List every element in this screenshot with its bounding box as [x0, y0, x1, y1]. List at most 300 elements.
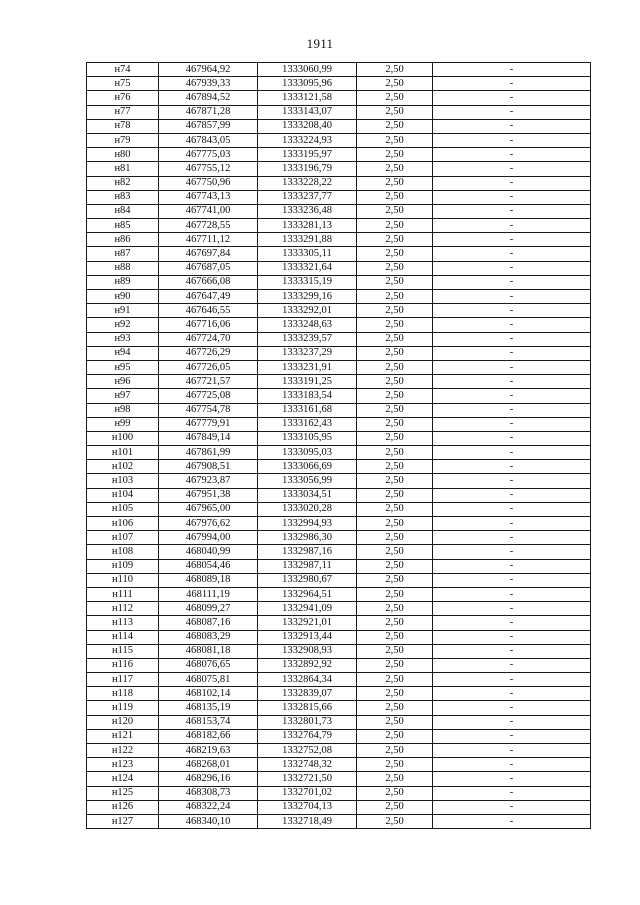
table-row: [87, 460, 591, 474]
table-row: [87, 375, 591, 389]
table-row: [87, 644, 591, 658]
x-coordinate-cell: 468322,24: [159, 800, 258, 814]
y-coordinate-cell: 1333224,93: [258, 133, 357, 147]
x-coordinate-cell: 467994,00: [159, 531, 258, 545]
point-label-cell: н91: [87, 304, 159, 318]
accuracy-cell: 2,50: [357, 431, 433, 445]
description-cell: -: [433, 389, 591, 403]
table-row: [87, 744, 591, 758]
point-label-cell: н105: [87, 502, 159, 516]
table-row: [87, 658, 591, 672]
x-coordinate-cell: 468340,10: [159, 814, 258, 828]
point-label-cell: н120: [87, 715, 159, 729]
table-row: [87, 190, 591, 204]
x-coordinate-cell: 468087,16: [159, 616, 258, 630]
point-label-cell: н75: [87, 77, 159, 91]
description-cell: -: [433, 786, 591, 800]
accuracy-cell: 2,50: [357, 573, 433, 587]
accuracy-cell: 2,50: [357, 673, 433, 687]
accuracy-cell: 2,50: [357, 701, 433, 715]
x-coordinate-cell: 467939,33: [159, 77, 258, 91]
point-label-cell: н98: [87, 403, 159, 417]
accuracy-cell: 2,50: [357, 233, 433, 247]
x-coordinate-cell: 467716,06: [159, 318, 258, 332]
y-coordinate-cell: 1332721,50: [258, 772, 357, 786]
y-coordinate-cell: 1333239,57: [258, 332, 357, 346]
y-coordinate-cell: 1333161,68: [258, 403, 357, 417]
point-label-cell: н95: [87, 360, 159, 374]
x-coordinate-cell: 467951,38: [159, 488, 258, 502]
table-row: [87, 715, 591, 729]
y-coordinate-cell: 1332908,93: [258, 644, 357, 658]
y-coordinate-cell: 1333321,64: [258, 261, 357, 275]
table-row: [87, 176, 591, 190]
x-coordinate-cell: 467741,00: [159, 204, 258, 218]
accuracy-cell: 2,50: [357, 715, 433, 729]
accuracy-cell: 2,50: [357, 630, 433, 644]
accuracy-cell: 2,50: [357, 190, 433, 204]
y-coordinate-cell: 1333248,63: [258, 318, 357, 332]
description-cell: -: [433, 701, 591, 715]
y-coordinate-cell: 1332964,51: [258, 587, 357, 601]
point-label-cell: н76: [87, 91, 159, 105]
description-cell: -: [433, 360, 591, 374]
y-coordinate-cell: 1333191,25: [258, 375, 357, 389]
point-label-cell: н118: [87, 687, 159, 701]
point-label-cell: н100: [87, 431, 159, 445]
x-coordinate-cell: 468296,16: [159, 772, 258, 786]
y-coordinate-cell: 1333095,96: [258, 77, 357, 91]
point-label-cell: н109: [87, 559, 159, 573]
accuracy-cell: 2,50: [357, 729, 433, 743]
table-row: [87, 814, 591, 828]
y-coordinate-cell: 1332994,93: [258, 517, 357, 531]
point-label-cell: н85: [87, 219, 159, 233]
table-row: [87, 559, 591, 573]
accuracy-cell: 2,50: [357, 800, 433, 814]
x-coordinate-cell: 468076,65: [159, 658, 258, 672]
table-row: [87, 275, 591, 289]
point-label-cell: н90: [87, 290, 159, 304]
point-label-cell: н119: [87, 701, 159, 715]
table-row: [87, 219, 591, 233]
y-coordinate-cell: 1332987,11: [258, 559, 357, 573]
x-coordinate-cell: 467775,03: [159, 148, 258, 162]
x-coordinate-cell: 467721,57: [159, 375, 258, 389]
accuracy-cell: 2,50: [357, 658, 433, 672]
description-cell: -: [433, 587, 591, 601]
point-label-cell: н101: [87, 446, 159, 460]
y-coordinate-cell: 1332986,30: [258, 531, 357, 545]
table-row: [87, 77, 591, 91]
x-coordinate-cell: 467755,12: [159, 162, 258, 176]
y-coordinate-cell: 1333231,91: [258, 360, 357, 374]
x-coordinate-cell: 468102,14: [159, 687, 258, 701]
accuracy-cell: 2,50: [357, 417, 433, 431]
accuracy-cell: 2,50: [357, 758, 433, 772]
x-coordinate-cell: 467724,70: [159, 332, 258, 346]
point-label-cell: н97: [87, 389, 159, 403]
table-row: [87, 119, 591, 133]
table-row: [87, 261, 591, 275]
point-label-cell: н88: [87, 261, 159, 275]
description-cell: -: [433, 403, 591, 417]
accuracy-cell: 2,50: [357, 91, 433, 105]
table-row: [87, 332, 591, 346]
point-label-cell: н126: [87, 800, 159, 814]
accuracy-cell: 2,50: [357, 687, 433, 701]
accuracy-cell: 2,50: [357, 162, 433, 176]
description-cell: -: [433, 318, 591, 332]
y-coordinate-cell: 1332764,79: [258, 729, 357, 743]
x-coordinate-cell: 467843,05: [159, 133, 258, 147]
accuracy-cell: 2,50: [357, 502, 433, 516]
description-cell: -: [433, 545, 591, 559]
x-coordinate-cell: 467894,52: [159, 91, 258, 105]
description-cell: -: [433, 474, 591, 488]
x-coordinate-cell: 467861,99: [159, 446, 258, 460]
accuracy-cell: 2,50: [357, 602, 433, 616]
accuracy-cell: 2,50: [357, 460, 433, 474]
accuracy-cell: 2,50: [357, 446, 433, 460]
x-coordinate-cell: 467779,91: [159, 417, 258, 431]
y-coordinate-cell: 1332748,32: [258, 758, 357, 772]
table-row: [87, 91, 591, 105]
accuracy-cell: 2,50: [357, 318, 433, 332]
page-number: 1911: [306, 36, 334, 51]
point-label-cell: н113: [87, 616, 159, 630]
x-coordinate-cell: 467647,49: [159, 290, 258, 304]
accuracy-cell: 2,50: [357, 63, 433, 77]
y-coordinate-cell: 1333066,69: [258, 460, 357, 474]
y-coordinate-cell: 1333095,03: [258, 446, 357, 460]
x-coordinate-cell: 468040,99: [159, 545, 258, 559]
x-coordinate-cell: 468135,19: [159, 701, 258, 715]
table-row: [87, 517, 591, 531]
y-coordinate-cell: 1332701,02: [258, 786, 357, 800]
y-coordinate-cell: 1333236,48: [258, 204, 357, 218]
description-cell: -: [433, 176, 591, 190]
accuracy-cell: 2,50: [357, 559, 433, 573]
accuracy-cell: 2,50: [357, 176, 433, 190]
point-label-cell: н117: [87, 673, 159, 687]
table-row: [87, 431, 591, 445]
description-cell: -: [433, 602, 591, 616]
point-label-cell: н80: [87, 148, 159, 162]
description-cell: -: [433, 729, 591, 743]
x-coordinate-cell: 467646,55: [159, 304, 258, 318]
table-row: [87, 346, 591, 360]
description-cell: -: [433, 446, 591, 460]
y-coordinate-cell: 1333237,29: [258, 346, 357, 360]
accuracy-cell: 2,50: [357, 587, 433, 601]
description-cell: -: [433, 758, 591, 772]
point-label-cell: н112: [87, 602, 159, 616]
description-cell: -: [433, 304, 591, 318]
y-coordinate-cell: 1333292,01: [258, 304, 357, 318]
description-cell: -: [433, 687, 591, 701]
point-label-cell: н121: [87, 729, 159, 743]
accuracy-cell: 2,50: [357, 290, 433, 304]
y-coordinate-cell: 1333299,16: [258, 290, 357, 304]
accuracy-cell: 2,50: [357, 545, 433, 559]
description-cell: -: [433, 531, 591, 545]
accuracy-cell: 2,50: [357, 786, 433, 800]
description-cell: -: [433, 488, 591, 502]
point-label-cell: н86: [87, 233, 159, 247]
accuracy-cell: 2,50: [357, 488, 433, 502]
description-cell: -: [433, 502, 591, 516]
table-row: [87, 417, 591, 431]
point-label-cell: н110: [87, 573, 159, 587]
description-cell: -: [433, 91, 591, 105]
description-cell: -: [433, 346, 591, 360]
description-cell: -: [433, 190, 591, 204]
y-coordinate-cell: 1333121,58: [258, 91, 357, 105]
accuracy-cell: 2,50: [357, 77, 433, 91]
description-cell: -: [433, 275, 591, 289]
x-coordinate-cell: 467711,12: [159, 233, 258, 247]
x-coordinate-cell: 467726,29: [159, 346, 258, 360]
table-row: [87, 304, 591, 318]
table-row: [87, 573, 591, 587]
x-coordinate-cell: 468308,73: [159, 786, 258, 800]
accuracy-cell: 2,50: [357, 474, 433, 488]
accuracy-cell: 2,50: [357, 261, 433, 275]
y-coordinate-cell: 1332980,67: [258, 573, 357, 587]
table-row: [87, 403, 591, 417]
table-row: [87, 673, 591, 687]
accuracy-cell: 2,50: [357, 389, 433, 403]
table-row: [87, 133, 591, 147]
x-coordinate-cell: 467725,08: [159, 389, 258, 403]
accuracy-cell: 2,50: [357, 360, 433, 374]
x-coordinate-cell: 467750,96: [159, 176, 258, 190]
x-coordinate-cell: 467726,05: [159, 360, 258, 374]
table-row: [87, 105, 591, 119]
description-cell: -: [433, 233, 591, 247]
point-label-cell: н74: [87, 63, 159, 77]
x-coordinate-cell: 468268,01: [159, 758, 258, 772]
table-row: [87, 233, 591, 247]
description-cell: -: [433, 375, 591, 389]
y-coordinate-cell: 1333305,11: [258, 247, 357, 261]
point-label-cell: н89: [87, 275, 159, 289]
point-label-cell: н87: [87, 247, 159, 261]
table-row: [87, 587, 591, 601]
point-label-cell: н96: [87, 375, 159, 389]
x-coordinate-cell: 468081,18: [159, 644, 258, 658]
y-coordinate-cell: 1332921,01: [258, 616, 357, 630]
x-coordinate-cell: 467849,14: [159, 431, 258, 445]
table-row: [87, 290, 591, 304]
table-row: [87, 772, 591, 786]
table-row: [87, 800, 591, 814]
point-label-cell: н79: [87, 133, 159, 147]
description-cell: -: [433, 417, 591, 431]
accuracy-cell: 2,50: [357, 644, 433, 658]
table-row: [87, 630, 591, 644]
table-row: [87, 531, 591, 545]
y-coordinate-cell: 1332892,92: [258, 658, 357, 672]
coordinates-table-body: [87, 63, 591, 829]
accuracy-cell: 2,50: [357, 375, 433, 389]
y-coordinate-cell: 1332704,13: [258, 800, 357, 814]
description-cell: -: [433, 644, 591, 658]
description-cell: -: [433, 573, 591, 587]
x-coordinate-cell: 468083,29: [159, 630, 258, 644]
point-label-cell: н122: [87, 744, 159, 758]
point-label-cell: н115: [87, 644, 159, 658]
point-label-cell: н99: [87, 417, 159, 431]
accuracy-cell: 2,50: [357, 332, 433, 346]
x-coordinate-cell: 467697,84: [159, 247, 258, 261]
y-coordinate-cell: 1332718,49: [258, 814, 357, 828]
x-coordinate-cell: 467728,55: [159, 219, 258, 233]
x-coordinate-cell: 468099,27: [159, 602, 258, 616]
description-cell: -: [433, 133, 591, 147]
x-coordinate-cell: 468054,46: [159, 559, 258, 573]
table-row: [87, 360, 591, 374]
y-coordinate-cell: 1332987,16: [258, 545, 357, 559]
point-label-cell: н107: [87, 531, 159, 545]
point-label-cell: н94: [87, 346, 159, 360]
table-row: [87, 446, 591, 460]
accuracy-cell: 2,50: [357, 204, 433, 218]
description-cell: -: [433, 332, 591, 346]
x-coordinate-cell: 468182,66: [159, 729, 258, 743]
description-cell: -: [433, 63, 591, 77]
description-cell: -: [433, 247, 591, 261]
y-coordinate-cell: 1333291,88: [258, 233, 357, 247]
description-cell: -: [433, 105, 591, 119]
x-coordinate-cell: 467754,78: [159, 403, 258, 417]
table-row: [87, 63, 591, 77]
table-row: [87, 474, 591, 488]
description-cell: -: [433, 77, 591, 91]
y-coordinate-cell: 1333056,99: [258, 474, 357, 488]
table-row: [87, 602, 591, 616]
y-coordinate-cell: 1332839,07: [258, 687, 357, 701]
point-label-cell: н81: [87, 162, 159, 176]
accuracy-cell: 2,50: [357, 119, 433, 133]
accuracy-cell: 2,50: [357, 744, 433, 758]
description-cell: -: [433, 219, 591, 233]
y-coordinate-cell: 1333228,22: [258, 176, 357, 190]
table-row: [87, 701, 591, 715]
point-label-cell: н114: [87, 630, 159, 644]
y-coordinate-cell: 1333315,19: [258, 275, 357, 289]
accuracy-cell: 2,50: [357, 616, 433, 630]
accuracy-cell: 2,50: [357, 148, 433, 162]
y-coordinate-cell: 1333281,13: [258, 219, 357, 233]
x-coordinate-cell: 468089,18: [159, 573, 258, 587]
description-cell: -: [433, 204, 591, 218]
point-label-cell: н123: [87, 758, 159, 772]
x-coordinate-cell: 468219,63: [159, 744, 258, 758]
table-row: [87, 729, 591, 743]
accuracy-cell: 2,50: [357, 304, 433, 318]
table-row: [87, 786, 591, 800]
accuracy-cell: 2,50: [357, 219, 433, 233]
point-label-cell: н77: [87, 105, 159, 119]
accuracy-cell: 2,50: [357, 772, 433, 786]
table-row: [87, 687, 591, 701]
accuracy-cell: 2,50: [357, 105, 433, 119]
table-row: [87, 162, 591, 176]
description-cell: -: [433, 715, 591, 729]
y-coordinate-cell: 1333196,79: [258, 162, 357, 176]
point-label-cell: н108: [87, 545, 159, 559]
description-cell: -: [433, 772, 591, 786]
accuracy-cell: 2,50: [357, 346, 433, 360]
accuracy-cell: 2,50: [357, 133, 433, 147]
point-label-cell: н116: [87, 658, 159, 672]
y-coordinate-cell: 1332752,08: [258, 744, 357, 758]
y-coordinate-cell: 1333020,28: [258, 502, 357, 516]
y-coordinate-cell: 1333237,77: [258, 190, 357, 204]
y-coordinate-cell: 1333143,07: [258, 105, 357, 119]
table-row: [87, 204, 591, 218]
y-coordinate-cell: 1332913,44: [258, 630, 357, 644]
description-cell: -: [433, 431, 591, 445]
point-label-cell: н127: [87, 814, 159, 828]
y-coordinate-cell: 1333183,54: [258, 389, 357, 403]
y-coordinate-cell: 1332815,66: [258, 701, 357, 715]
point-label-cell: н102: [87, 460, 159, 474]
point-label-cell: н124: [87, 772, 159, 786]
description-cell: -: [433, 744, 591, 758]
description-cell: -: [433, 517, 591, 531]
table-row: [87, 758, 591, 772]
description-cell: -: [433, 800, 591, 814]
accuracy-cell: 2,50: [357, 531, 433, 545]
table-row: [87, 502, 591, 516]
point-label-cell: н111: [87, 587, 159, 601]
x-coordinate-cell: 468075,81: [159, 673, 258, 687]
x-coordinate-cell: 467857,99: [159, 119, 258, 133]
x-coordinate-cell: 467964,92: [159, 63, 258, 77]
x-coordinate-cell: 467743,13: [159, 190, 258, 204]
accuracy-cell: 2,50: [357, 403, 433, 417]
table-row: [87, 616, 591, 630]
table-row: [87, 488, 591, 502]
y-coordinate-cell: 1333034,51: [258, 488, 357, 502]
description-cell: -: [433, 261, 591, 275]
accuracy-cell: 2,50: [357, 814, 433, 828]
description-cell: -: [433, 460, 591, 474]
point-label-cell: н92: [87, 318, 159, 332]
table-row: [87, 318, 591, 332]
description-cell: -: [433, 148, 591, 162]
point-label-cell: н84: [87, 204, 159, 218]
x-coordinate-cell: 467965,00: [159, 502, 258, 516]
point-label-cell: н125: [87, 786, 159, 800]
x-coordinate-cell: 468111,19: [159, 587, 258, 601]
y-coordinate-cell: 1333105,95: [258, 431, 357, 445]
y-coordinate-cell: 1333208,40: [258, 119, 357, 133]
x-coordinate-cell: 467908,51: [159, 460, 258, 474]
description-cell: -: [433, 559, 591, 573]
description-cell: -: [433, 814, 591, 828]
description-cell: -: [433, 630, 591, 644]
point-label-cell: н83: [87, 190, 159, 204]
table-row: [87, 389, 591, 403]
x-coordinate-cell: 467923,87: [159, 474, 258, 488]
point-label-cell: н78: [87, 119, 159, 133]
table-row: [87, 247, 591, 261]
point-label-cell: н103: [87, 474, 159, 488]
